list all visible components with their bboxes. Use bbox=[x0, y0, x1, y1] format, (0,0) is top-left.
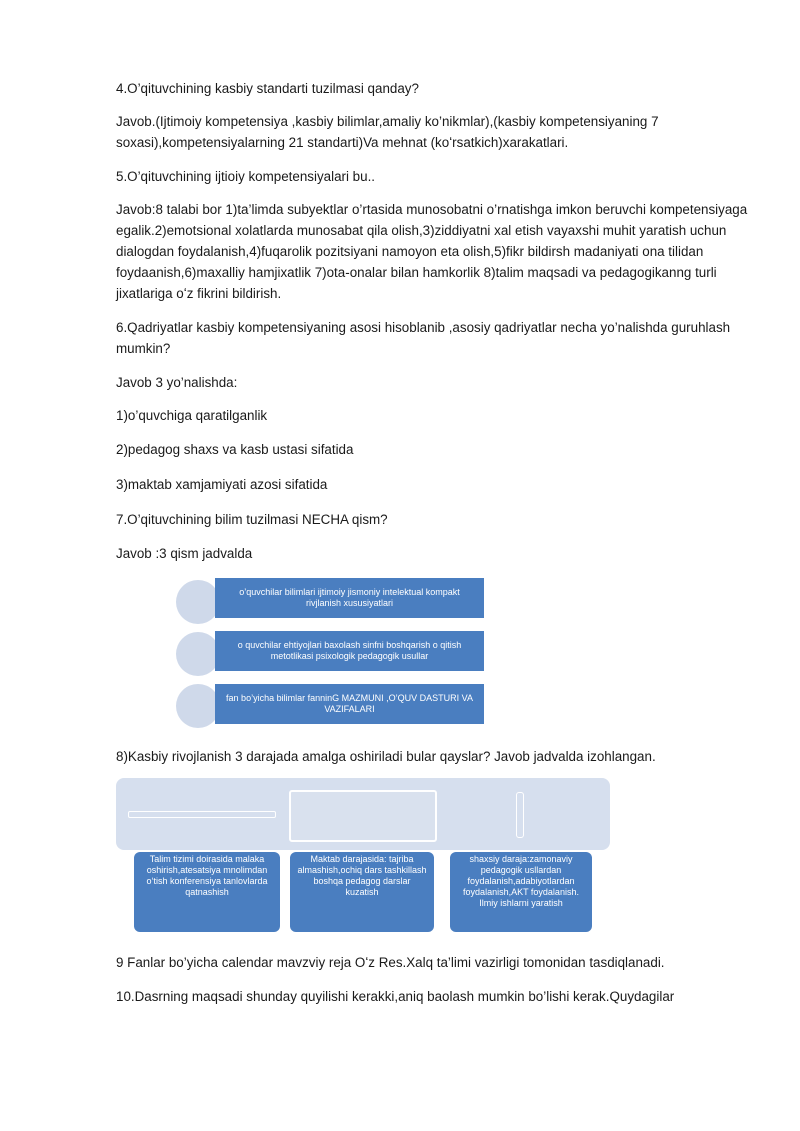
paragraph-a5: Javob:8 talabi bor 1)ta’limda subyektlar o’rtasida munosobatni o’rnatishga imkon beruvchi kompetensiyaga egalik.2)emotsional xolatlarda munosabat qila olish,3)ziddiyatni xal etish vayaxshi muhit yaratish uchun dialogdan foydalanish,4)fuqarolik pozitsiyani namoyon eta olish,5)fikr bildirsh madaniyati ona tilidan foydaanish,6)maxalliy hamjixatlik 7)ota-onalar bilan hamkorlik 8)talim maqsadi va pedagogikanng turli jixatlariga oʻz fikrini bildirish. bbox=[116, 202, 748, 301]
diagram1-item: fan bo’yicha bilimlar fanninG MAZMUNI ,O’QUV DASTURI VA VAZIFALARI bbox=[215, 684, 484, 724]
paragraph-q5: 5.O’qituvchining ijtioiy kompetensiyalari bu.. bbox=[116, 169, 376, 184]
diagram2-box: shaxsiy daraja:zamonaviy pedagogik usllardan foydalanish,adabiyotlardan foydalanish,AKT foydalanish. Ilmiy ishlarni yaratish bbox=[450, 852, 592, 932]
diagram1-circle bbox=[176, 684, 220, 728]
paragraph-a6-2: 2)pedagog shaxs va kasb ustasi sifatida bbox=[116, 442, 354, 457]
diagram1-item: o quvchilar ehtiyojlari baxolash sinfni boshqarish o qitish metotlikasi psixologik pedagogik usullar bbox=[215, 631, 484, 671]
paragraph-p10: 10.Dasrning maqsadi shunday quyilishi kerakki,aniq baolash mumkin bo’lishi kerak.Quydagilar bbox=[116, 989, 675, 1004]
paragraph-a4: Javob.(Ijtimoiy kompetensiya ,kasbiy bilimlar,amaliy ko’nikmlar),(kasbiy kompetensiyaning 7 soxasi),kompetensiyalarning 21 standarti)Va mehnat (koʻrsatkich)xarakatlari. bbox=[116, 114, 659, 150]
paragraph-a7: Javob :3 qism jadvalda bbox=[116, 546, 253, 561]
diagram1-circle bbox=[176, 632, 220, 676]
diagram2-box: Talim tizimi doirasida malaka oshirish,atesatsiya mnolimdan oʻtish konferensiya tanlovlarda qatnashish bbox=[134, 852, 280, 932]
paragraph-p9: 9 Fanlar bo’yicha calendar mavzviy reja Oʻz Res.Xalq ta’limi vazirligi tomonidan tasdiqlanadi. bbox=[116, 955, 665, 970]
paragraph-q4: 4.O’qituvchining kasbiy standarti tuzilmasi qanday? bbox=[116, 81, 419, 96]
paragraph-a6: Javob 3 yo’nalishda: bbox=[116, 375, 238, 390]
diagram2-placeholder bbox=[516, 792, 524, 838]
paragraph-q7: 7.O’qituvchining bilim tuzilmasi NECHA qism? bbox=[116, 512, 388, 527]
paragraph-a6-1: 1)o’quvchiga qaratilganlik bbox=[116, 408, 268, 423]
paragraph-q6: 6.Qadriyatlar kasbiy kompetensiyaning asosi hisoblanib ,asosiy qadriyatlar necha yo’nalishda guruhlash mumkin? bbox=[116, 320, 731, 356]
diagram2-placeholder bbox=[128, 811, 276, 818]
paragraph-a6-3: 3)maktab xamjamiyati azosi sifatida bbox=[116, 477, 328, 492]
diagram2-box: Maktab darajasida: tajriba almashish,ochiq dars tashkillash boshqa pedagog darslar kuzatish bbox=[290, 852, 434, 932]
professional-development-diagram bbox=[116, 778, 610, 934]
knowledge-structure-diagram bbox=[172, 576, 492, 728]
paragraph-q8: 8)Kasbiy rivojlanish 3 darajada amalga oshiriladi bular qayslar? Javob jadvalda izohlangan. bbox=[116, 749, 656, 764]
diagram1-circle bbox=[176, 580, 220, 624]
diagram1-item: o’quvchilar bilimlari ijtimoiy jismoniy intelektual kompakt rivjlanish xususiyatlari bbox=[215, 578, 484, 618]
diagram2-placeholder bbox=[289, 790, 437, 842]
